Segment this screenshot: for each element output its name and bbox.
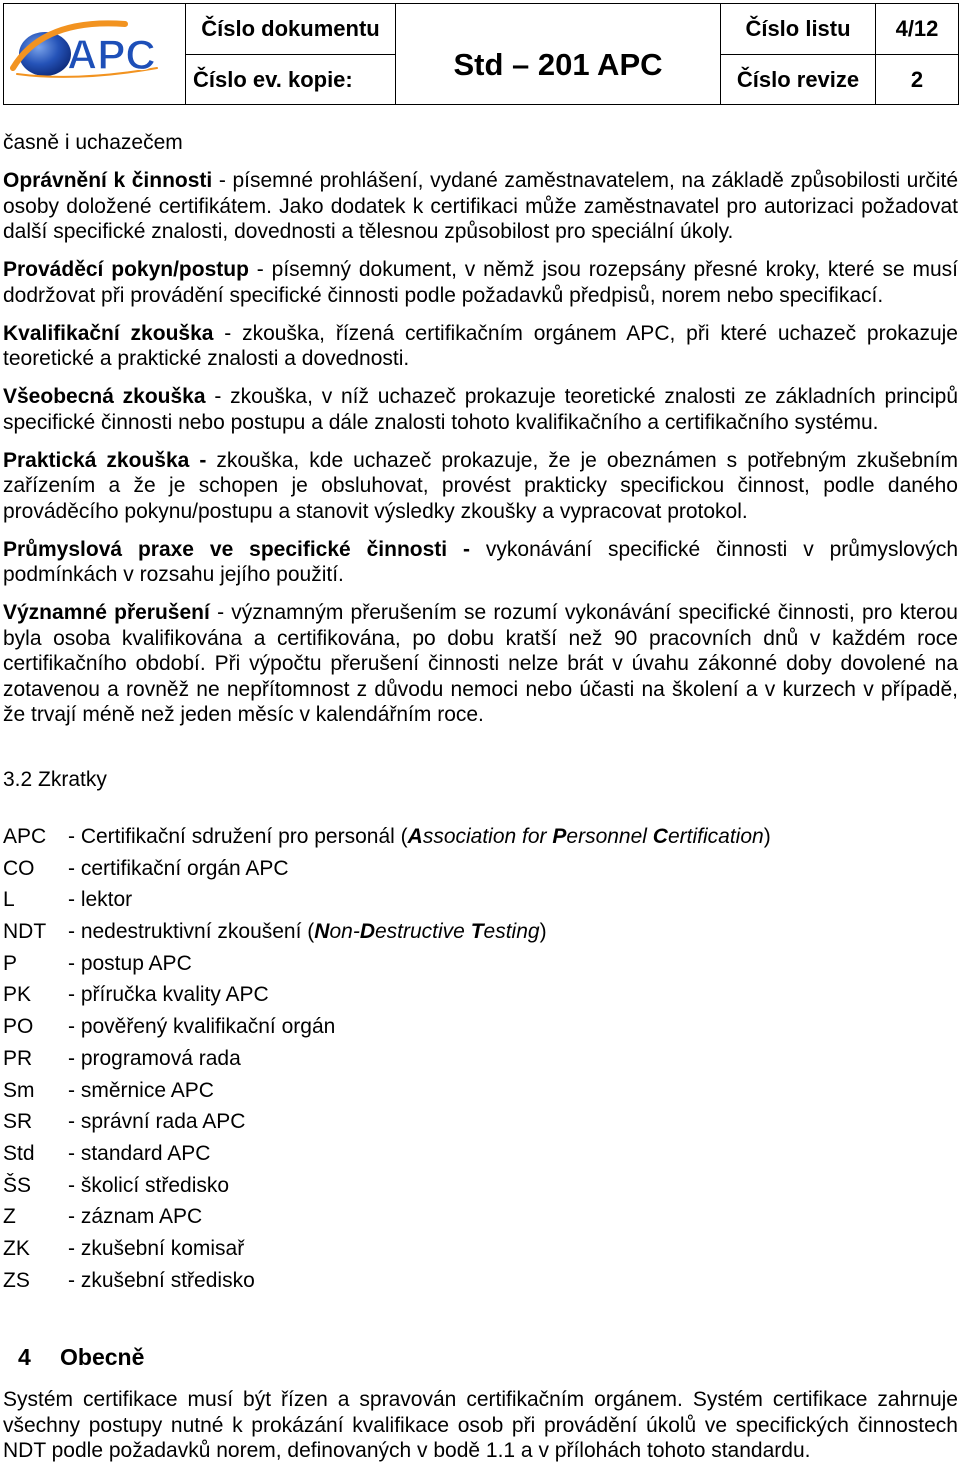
- abbreviation-row: [3, 1201, 958, 1233]
- logo-cell: [4, 4, 186, 105]
- definition-term: Praktická zkouška -: [3, 448, 207, 472]
- definition: [3, 384, 958, 435]
- section-paragraph: Systém certifikace musí být řízen a spravován certifikačním orgánem. Systém certifikace zahrnuje všechny postupy nutné k prokázání kvalifikace osob při provádění úkolů ve specifických činnostech NDT podle požadavků norem, definovaných v bodě 1.1 a v přílohách tohoto standardu.: [3, 1388, 958, 1462]
- document-number: Std – 201 APC: [396, 4, 721, 105]
- abbreviation-row: [3, 916, 958, 948]
- definition-text: - písemný dokument, v němž jsou rozepsány přesné kroky, které se musí dodržovat při provádění specifické činnosti podle požadavků předpisů, norem nebo specifikací.: [3, 258, 959, 307]
- abbreviation: CO: [3, 856, 35, 880]
- abbreviation-row: [3, 979, 958, 1011]
- abbreviation-meaning: - příručka kvality APC: [68, 983, 269, 1007]
- section-title: Obecně: [60, 1344, 145, 1370]
- abbreviations-list: [3, 821, 958, 1296]
- abbreviation-meaning: - zkušební středisko: [68, 1268, 255, 1292]
- abbreviation: SR: [3, 1110, 33, 1134]
- expansion-text: ersonnel: [566, 825, 653, 848]
- expansion-initial: T: [470, 920, 484, 944]
- abbreviation: ZK: [3, 1236, 30, 1260]
- definition-text: - písemné prohlášení, vydané zaměstnavatelem, na základě způsobilosti určité osoby doložené certifikátem. Jako dodatek k certifikaci může zaměstnavatel pro autorizaci požadovat další specifické znalosti, dovednosti a tělesnou způsobilost pro speciální úkoly.: [3, 169, 959, 243]
- abbreviation-meaning: [68, 825, 771, 848]
- definition-term: Významné přerušení: [3, 601, 210, 624]
- definition-text: vykonávání specifické činnosti v průmyslových podmínkách v rozsahu jejího použití.: [3, 537, 958, 586]
- definition-term: Průmyslová praxe ve specifické činnosti -: [3, 537, 470, 561]
- header-row-1: [4, 4, 959, 55]
- abbreviation: L: [3, 888, 15, 912]
- expansion-text: estructive: [375, 920, 471, 944]
- meaning-text: - nedestruktivní zkoušení: [68, 920, 302, 944]
- section-heading: [3, 1343, 958, 1371]
- expansion-text: on-: [329, 920, 360, 944]
- definition-term: Prováděcí pokyn/postup: [3, 258, 249, 281]
- abbreviation: P: [3, 951, 18, 975]
- abbreviation-meaning: - směrnice APC: [68, 1078, 214, 1102]
- meaning-text: - Certifikační sdružení pro personál: [68, 825, 395, 848]
- expansion-initial: C: [652, 825, 668, 848]
- sheet-value: 4/12: [876, 4, 959, 55]
- abbreviation-row: [3, 1011, 958, 1043]
- abbreviation-row: [3, 1075, 958, 1107]
- abbreviation-row: [3, 1138, 958, 1170]
- definition-term: Všeobecná zkouška: [3, 385, 206, 408]
- definition-term: Kvalifikační zkouška: [3, 321, 214, 345]
- document-number-label: Číslo dokumentu: [186, 4, 396, 55]
- expansion-initial: A: [407, 825, 423, 848]
- abbreviation: PR: [3, 1046, 33, 1070]
- definition: [3, 448, 958, 525]
- continuation-text: časně i uchazečem: [3, 131, 183, 154]
- definition-text: - zkouška, v níž uchazeč prokazuje teoretické znalosti ze základních principů specifické činnosti nebo postupu a dále znalosti tohoto kvalifikačního a certifikačního systému.: [3, 385, 959, 434]
- definitions-block: [3, 130, 958, 740]
- expansion-initial: P: [552, 825, 567, 848]
- abbreviation-row: [3, 1106, 958, 1138]
- sheet-label: Číslo listu: [721, 4, 876, 55]
- abbreviation-meaning: - školicí středisko: [68, 1173, 230, 1197]
- abbreviation: PO: [3, 1015, 34, 1039]
- abbreviation-meaning: - standard APC: [68, 1141, 211, 1165]
- abbreviation: Z: [3, 1205, 16, 1229]
- definition-text: - významným přerušením se rozumí vykonávání specifické činnosti, pro kterou byla osoba kvalifikována a certifikována, po dobu kratší než 90 pracovních dnů v každém roce certifikačního období. Při výpočtu přerušení činnosti nelze brát v úvahu zákonné doby dovolené na zotavenou a rovněž ne nepřítomnost z důvodu nemoci nebo účasti na školení a v kurzech v případě, že trvají méně než jeden měsíc v kalendářním roce.: [3, 601, 958, 726]
- expansion-text: ssociation for: [422, 825, 553, 848]
- definition: [3, 537, 958, 588]
- abbreviation-meaning: - programová rada: [68, 1046, 241, 1070]
- abbreviation: PK: [3, 983, 32, 1007]
- definition: [3, 600, 958, 728]
- definition-text: zkouška, kde uchazeč prokazuje, že je obeznámen s potřebným zkušebním zařízením a že je schopen je obsluhovat, provést prakticky specifickou činnost, podle daného prováděcího pokynu/postupu a stanovit výsledky zkoušky a vypracovat protokol.: [3, 448, 958, 523]
- definition-text: - zkouška, řízená certifikačním orgánem APC, při které uchazeč prokazuje teoretické a praktické znalosti a dovednosti.: [3, 321, 958, 370]
- expansion-initial: N: [314, 920, 330, 944]
- abbreviation-meaning: [68, 920, 547, 943]
- abbreviation: NDT: [3, 920, 47, 944]
- section-body: [3, 1387, 958, 1464]
- revision-label: Číslo revize: [721, 55, 876, 105]
- expansion-text: ertification: [667, 825, 764, 848]
- abbreviation-meaning: - certifikační orgán APC: [68, 856, 289, 880]
- document-header: [3, 3, 959, 105]
- expansion-text: esting: [483, 920, 540, 944]
- expansion-close-paren: ): [763, 825, 771, 848]
- abbreviation-row: [3, 1170, 958, 1202]
- abbreviation: ŠS: [3, 1173, 32, 1197]
- abbreviation-row: [3, 853, 958, 885]
- expansion-close-paren: ): [539, 920, 547, 944]
- expansion-initial: D: [359, 920, 375, 944]
- abbreviation-row: [3, 1265, 958, 1297]
- revision-value: 2: [876, 55, 959, 105]
- abbreviation-row: [3, 948, 958, 980]
- definition-term: Oprávnění k činnosti: [3, 169, 213, 192]
- abbreviation-meaning: - pověřený kvalifikační orgán: [68, 1015, 336, 1039]
- abbreviation: Std: [3, 1141, 35, 1165]
- abbreviation: APC: [3, 825, 47, 848]
- english-expansion: [314, 920, 539, 943]
- abbreviation-meaning: - správní rada APC: [68, 1110, 246, 1134]
- abbreviation: Sm: [3, 1078, 35, 1102]
- english-expansion: [408, 825, 764, 848]
- expansion-open-paren: (: [307, 920, 315, 944]
- abbreviation-row: [3, 1043, 958, 1075]
- abbreviations-heading: 3.2 Zkratky: [3, 768, 107, 791]
- definition: [3, 168, 958, 245]
- expansion-open-paren: (: [400, 825, 408, 848]
- abbreviation-meaning: - lektor: [68, 888, 133, 912]
- copy-number-label: Číslo ev. kopie:: [186, 55, 396, 105]
- abbreviation-row: [3, 884, 958, 916]
- abbreviation-meaning: - zkušební komisař: [68, 1236, 245, 1260]
- abbreviation: ZS: [3, 1268, 30, 1292]
- abbreviation-row: [3, 821, 958, 853]
- logo-text: APC: [66, 31, 156, 78]
- definition: [3, 321, 958, 372]
- abbreviation-meaning: - záznam APC: [68, 1205, 203, 1229]
- abbreviation-meaning: - postup APC: [68, 951, 192, 975]
- section-number: 4: [18, 1344, 31, 1370]
- abbreviation-row: [3, 1233, 958, 1265]
- apc-logo: [7, 8, 183, 100]
- definition: [3, 257, 958, 308]
